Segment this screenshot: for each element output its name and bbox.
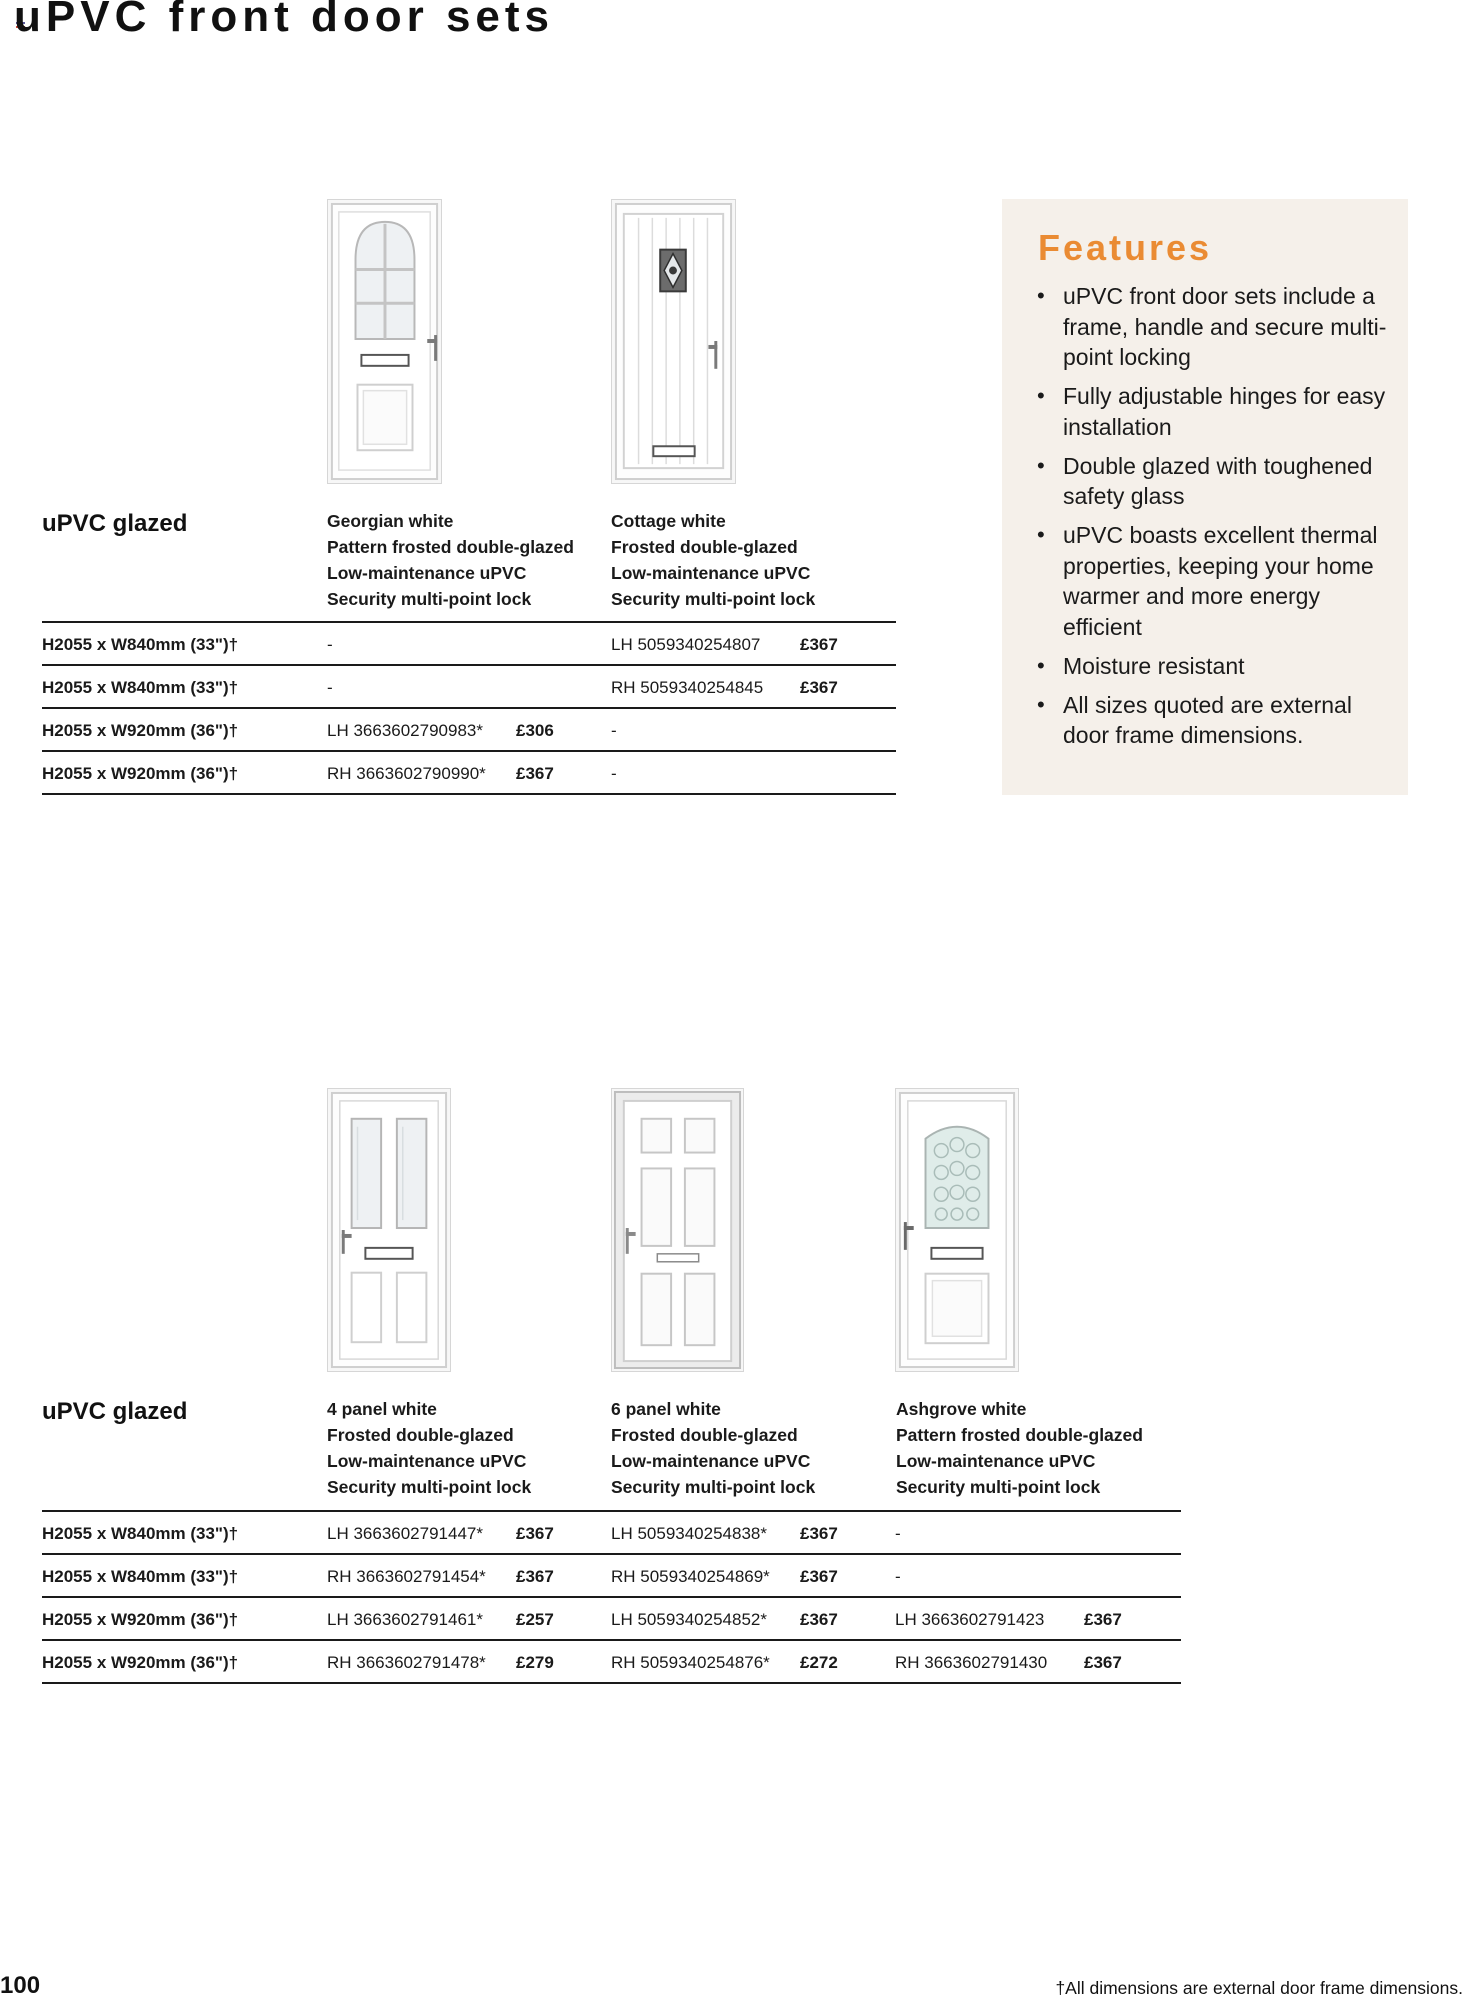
product-code: RH 3663602791478* bbox=[327, 1653, 486, 1672]
product-code: RH 3663602790990* bbox=[327, 764, 486, 783]
product-code: LH 3663602791423 bbox=[895, 1610, 1045, 1629]
product-feature-line: Low-maintenance uPVC bbox=[327, 1451, 527, 1471]
table-row bbox=[42, 666, 896, 709]
size-cell: H2055 x W920mm (36")† bbox=[42, 1610, 239, 1629]
price: £367 bbox=[800, 635, 838, 654]
price: £306 bbox=[516, 721, 554, 740]
product-feature-line: Security multi-point lock bbox=[896, 1477, 1101, 1497]
product-code: RH 5059340254845 bbox=[611, 678, 764, 697]
product-feature-line: Low-maintenance uPVC bbox=[611, 1451, 811, 1471]
product-description-ashgrove-white bbox=[896, 1396, 1143, 1500]
size-cell: H2055 x W840mm (33")† bbox=[42, 1524, 239, 1543]
product-description-georgian-white bbox=[327, 508, 574, 612]
product-name: 4 panel white bbox=[327, 1399, 437, 1419]
product-code: RH 5059340254876* bbox=[611, 1653, 770, 1672]
price: £279 bbox=[516, 1653, 554, 1672]
product-feature-line: Security multi-point lock bbox=[611, 1477, 816, 1497]
size-cell: H2055 x W920mm (36")† bbox=[42, 1653, 239, 1672]
6-panel-white-door-image bbox=[611, 1088, 744, 1372]
product-name: Georgian white bbox=[327, 511, 454, 531]
4-panel-white-door-image bbox=[327, 1088, 451, 1372]
feature-item: • uPVC boasts excellent thermal properties, keeping your home warmer and more energy efficient bbox=[1034, 520, 1394, 642]
price: £367 bbox=[800, 678, 838, 697]
product-code: LH 5059340254852* bbox=[611, 1610, 767, 1629]
size-cell: H2055 x W840mm (33")† bbox=[42, 635, 239, 654]
georgian-white-door-image bbox=[327, 199, 442, 484]
footnote: †All dimensions are external door frame dimensions. bbox=[1055, 1978, 1463, 1998]
table-row bbox=[42, 752, 896, 795]
product-feature-line: Low-maintenance uPVC bbox=[327, 563, 527, 583]
table-row bbox=[42, 1555, 1181, 1598]
product-feature-line: Frosted double-glazed bbox=[611, 1425, 798, 1445]
price: £257 bbox=[516, 1610, 554, 1629]
price: £367 bbox=[516, 764, 554, 783]
table-row bbox=[42, 1512, 1181, 1555]
product-feature-line: Security multi-point lock bbox=[327, 1477, 532, 1497]
product-feature-line: Pattern frosted double-glazed bbox=[896, 1425, 1143, 1445]
features-title: Features bbox=[1038, 227, 1213, 268]
price: £367 bbox=[800, 1610, 838, 1629]
product-feature-line: Low-maintenance uPVC bbox=[896, 1451, 1096, 1471]
price: £272 bbox=[800, 1653, 838, 1672]
product-code: - bbox=[327, 635, 333, 654]
section-heading: uPVC glazed bbox=[42, 1398, 188, 1425]
product-code: - bbox=[611, 721, 617, 740]
product-description-cottage-white bbox=[611, 508, 815, 612]
price: £367 bbox=[1084, 1610, 1122, 1629]
product-feature-line: Frosted double-glazed bbox=[327, 1425, 514, 1445]
size-cell: H2055 x W920mm (36")† bbox=[42, 764, 239, 783]
product-description-6-panel-white bbox=[611, 1396, 815, 1500]
cottage-white-door-image bbox=[611, 199, 736, 484]
product-name: Ashgrove white bbox=[896, 1399, 1027, 1419]
feature-list bbox=[1034, 281, 1394, 759]
table-row bbox=[42, 709, 896, 752]
table-row bbox=[42, 1598, 1181, 1641]
spec-table-section-2 bbox=[42, 1510, 1181, 1685]
feature-item: • Moisture resistant bbox=[1034, 651, 1394, 682]
product-code: - bbox=[895, 1567, 901, 1586]
product-feature-line: Low-maintenance uPVC bbox=[611, 563, 811, 583]
product-code: LH 3663602791447* bbox=[327, 1524, 483, 1543]
product-code: LH 5059340254838* bbox=[611, 1524, 767, 1543]
size-cell: H2055 x W920mm (36")† bbox=[42, 721, 239, 740]
price: £367 bbox=[800, 1567, 838, 1586]
product-feature-line: Security multi-point lock bbox=[611, 589, 816, 609]
page-title: uPVC front door sets bbox=[14, 0, 555, 41]
feature-item: • Fully adjustable hinges for easy installation bbox=[1034, 381, 1394, 442]
size-cell: H2055 x W840mm (33")† bbox=[42, 678, 239, 697]
product-code: - bbox=[611, 764, 617, 783]
product-code: LH 3663602791461* bbox=[327, 1610, 483, 1629]
product-code: RH 5059340254869* bbox=[611, 1567, 770, 1586]
spec-table-section-1 bbox=[42, 621, 896, 796]
product-code: LH 3663602790983* bbox=[327, 721, 483, 740]
table-row bbox=[42, 623, 896, 666]
feature-item: • All sizes quoted are external door frame dimensions. bbox=[1034, 690, 1394, 751]
feature-item: • Double glazed with toughened safety glass bbox=[1034, 451, 1394, 512]
price: £367 bbox=[1084, 1653, 1122, 1672]
product-name: Cottage white bbox=[611, 511, 726, 531]
price: £367 bbox=[516, 1567, 554, 1586]
product-name: 6 panel white bbox=[611, 1399, 721, 1419]
product-code: - bbox=[327, 678, 333, 697]
product-feature-line: Frosted double-glazed bbox=[611, 537, 798, 557]
product-description-4-panel-white bbox=[327, 1396, 531, 1500]
table-row bbox=[42, 1641, 1181, 1684]
price: £367 bbox=[800, 1524, 838, 1543]
product-code: RH 3663602791430 bbox=[895, 1653, 1048, 1672]
product-code: RH 3663602791454* bbox=[327, 1567, 486, 1586]
ashgrove-white-door-image bbox=[895, 1088, 1019, 1372]
page-number: 100 bbox=[0, 1972, 41, 1999]
product-feature-line: Pattern frosted double-glazed bbox=[327, 537, 574, 557]
section-heading: uPVC glazed bbox=[42, 510, 188, 537]
feature-item: • uPVC front door sets include a frame, handle and secure multi-point locking bbox=[1034, 281, 1394, 373]
size-cell: H2055 x W840mm (33")† bbox=[42, 1567, 239, 1586]
features-box bbox=[1002, 199, 1408, 795]
product-code: LH 5059340254807 bbox=[611, 635, 761, 654]
price: £367 bbox=[516, 1524, 554, 1543]
product-feature-line: Security multi-point lock bbox=[327, 589, 532, 609]
product-code: - bbox=[895, 1524, 901, 1543]
